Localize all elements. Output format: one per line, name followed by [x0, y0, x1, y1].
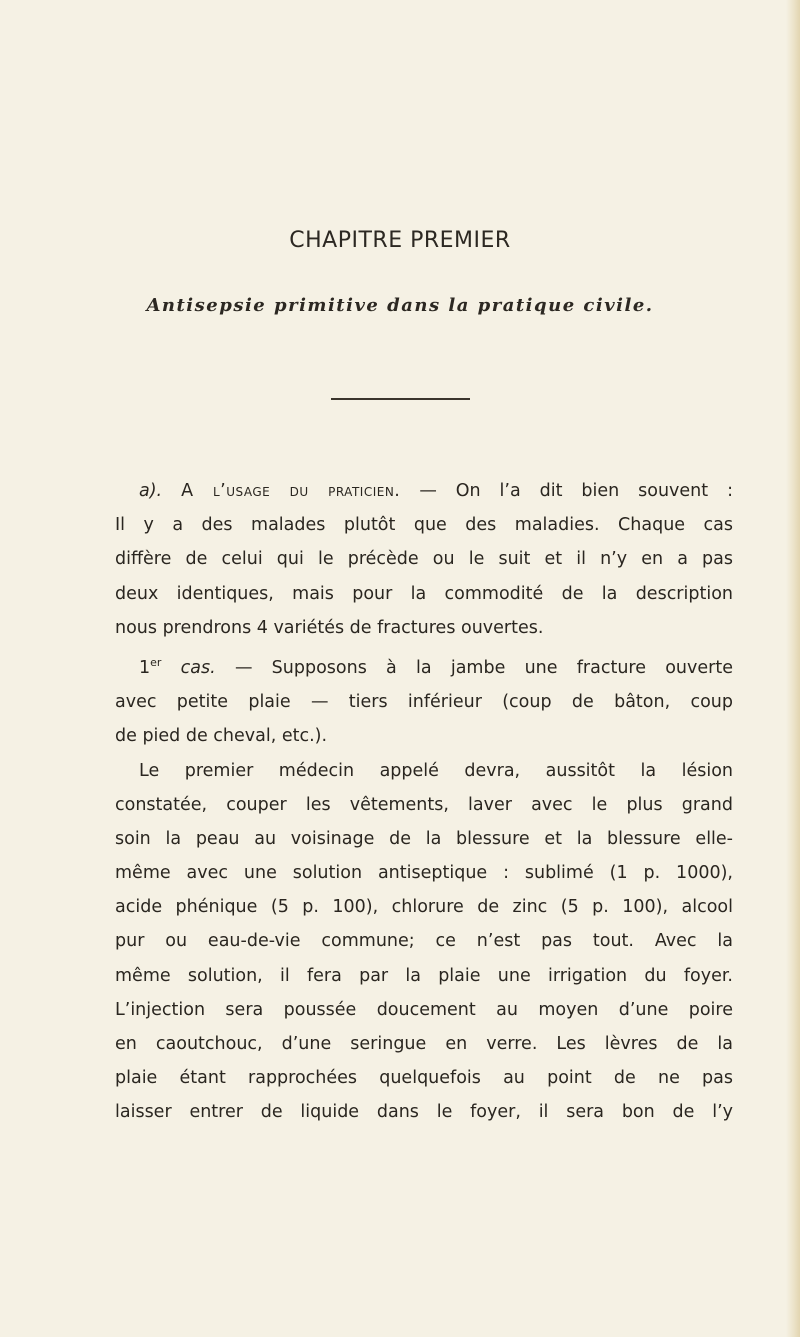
- text-line: L’injection sera poussée doucement au moyen d’une poire: [115, 999, 733, 1020]
- text-line: même avec une solution antiseptique : sublimé (1 p. 1000),: [115, 863, 733, 884]
- text-line: pur ou eau-de-vie commune; ce n’est pas tout. Avec la: [115, 931, 733, 952]
- text-line: deux identiques, mais pour la commodité de la description: [115, 583, 733, 604]
- text-line: diffère de celui qui le précède ou le suit et il n’y en a pas: [115, 549, 733, 570]
- text-line: nous prendrons 4 variétés de fractures ouvertes.: [115, 617, 544, 638]
- case-label: cas.: [180, 657, 216, 678]
- text-line: même solution, il fera par la plaie une irrigation du foyer.: [115, 965, 733, 986]
- text-line: plaie étant rapprochées quelquefois au point de ne pas: [115, 1068, 733, 1089]
- text-line: [115, 474, 733, 508]
- case-number: 1er: [139, 655, 162, 678]
- text-line: acide phénique (5 p. 100), chlorure de zinc (5 p. 100), alcool: [115, 897, 733, 918]
- text-line: de pied de cheval, etc.).: [115, 726, 328, 747]
- page-edge: [786, 0, 800, 1337]
- text-line: [115, 651, 733, 685]
- title-divider: [331, 398, 470, 400]
- text-span: — On l’a dit bien souvent :: [419, 481, 733, 501]
- text-line: laisser entrer de liquide dans le foyer, il sera bon de l’y: [115, 1102, 733, 1123]
- chapter-title: CHAPITRE PREMIER: [289, 228, 511, 253]
- text-line: en caoutchouc, d’une seringue en verre. Les lèvres de la: [115, 1034, 733, 1054]
- text-line: Le premier médecin appelé devra, aussitôt la lésion: [139, 760, 733, 781]
- text-line: avec petite plaie — tiers inférieur (coup de bâton, coup: [115, 692, 733, 713]
- text-span: — Supposons à la jambe une fracture ouverte: [234, 657, 733, 678]
- text-line: constatée, couper les vêtements, laver avec le plus grand: [115, 794, 733, 815]
- paragraph-marker: a).: [139, 481, 163, 501]
- body-text: [115, 474, 733, 1130]
- section-title: Antisepsie primitive dans la pratique civile.: [146, 295, 654, 316]
- text-line: soin la peau au voisinage de la blessure et la blessure elle-: [115, 828, 733, 849]
- paragraph-heading: A l’usage du praticien.: [181, 481, 401, 501]
- text-line: Il y a des malades plutôt que des maladies. Chaque cas: [115, 515, 733, 536]
